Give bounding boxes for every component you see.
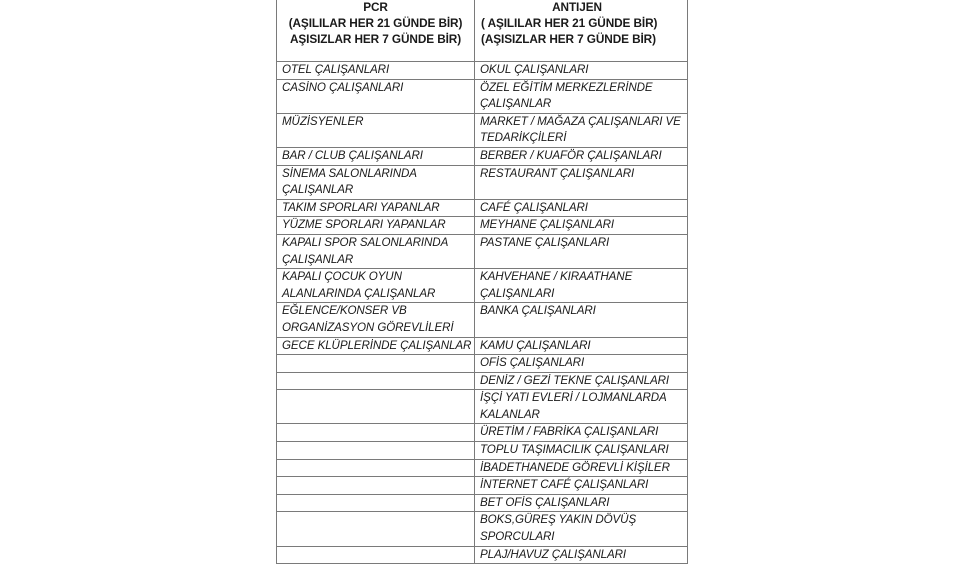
- antijen-cell-text: ÖZEL EĞİTİM MERKEZLERİNDE: [480, 80, 653, 94]
- table-row: [277, 424, 688, 442]
- table-row: [277, 234, 688, 268]
- pcr-cell: [277, 372, 475, 390]
- antijen-cell-text: PASTANE ÇALIŞANLARI: [480, 235, 610, 249]
- pcr-cell: [277, 442, 475, 460]
- pcr-cell-text: KAPALI ÇOCUK OYUN: [282, 270, 402, 284]
- antijen-cell: [475, 512, 688, 546]
- table-row: [277, 459, 688, 477]
- antijen-cell-text: İŞÇİ YATI EVLERİ / LOJMANLARDA: [480, 391, 667, 405]
- antijen-cell-text: PLAJ/HAVUZ ÇALIŞANLARI: [480, 547, 626, 561]
- table-row: [277, 372, 688, 390]
- pcr-cell-text: ÇALIŞANLAR: [282, 252, 354, 266]
- antijen-cell: [475, 199, 688, 217]
- table-row: [277, 390, 688, 424]
- table-row: [277, 442, 688, 460]
- pcr-cell-text: TAKIM SPORLARI YAPANLAR: [282, 200, 440, 214]
- antijen-cell-text: ÇALIŞANLARI: [480, 286, 555, 300]
- pcr-cell-text: SİNEMA SALONLARINDA: [282, 166, 417, 180]
- table-row: [277, 199, 688, 217]
- antijen-cell-text: MEYHANE ÇALIŞANLARI: [480, 218, 615, 232]
- table-row: [277, 217, 688, 235]
- header-row: [277, 0, 688, 62]
- table-row: [277, 494, 688, 512]
- table-row: [277, 303, 688, 337]
- antijen-cell: [475, 79, 688, 113]
- antijen-cell: [475, 113, 688, 147]
- antijen-cell-text: BET OFİS ÇALIŞANLARI: [480, 495, 610, 509]
- antijen-cell-text: BANKA ÇALIŞANLARI: [480, 304, 596, 318]
- antijen-cell: [475, 165, 688, 199]
- antijen-cell-text: MARKET / MAĞAZA ÇALIŞANLARI VE: [480, 114, 681, 128]
- antijen-cell-text: BOKS,GÜREŞ YAKIN DÖVÜŞ: [480, 513, 637, 527]
- antijen-cell-text: CAFÉ ÇALIŞANLARI: [480, 200, 588, 214]
- pcr-cell: [277, 62, 475, 80]
- pcr-title: PCR: [363, 0, 388, 14]
- pcr-cell-text: ALANLARINDA ÇALIŞANLAR: [282, 286, 436, 300]
- antijen-cell: [475, 494, 688, 512]
- antijen-cell-text: RESTAURANT ÇALIŞANLARI: [480, 166, 635, 180]
- antijen-cell-text: ÇALIŞANLAR: [480, 97, 552, 111]
- pcr-cell-text: ÇALIŞANLAR: [282, 183, 354, 197]
- pcr-cell: [277, 147, 475, 165]
- table-row: [277, 165, 688, 199]
- pcr-subtitle-1: (AŞILILAR HER 21 GÜNDE BİR): [288, 16, 463, 30]
- antijen-cell: [475, 355, 688, 373]
- pcr-cell: [277, 79, 475, 113]
- pcr-cell: [277, 390, 475, 424]
- pcr-cell: [277, 424, 475, 442]
- table-row: [277, 147, 688, 165]
- antijen-cell-text: SPORCULARI: [480, 530, 555, 544]
- antijen-cell: [475, 390, 688, 424]
- pcr-cell: [277, 199, 475, 217]
- antijen-cell-text: TOPLU TAŞIMACILIK ÇALIŞANLARI: [480, 443, 669, 457]
- antijen-cell-text: TEDARİKÇİLERİ: [480, 131, 567, 145]
- pcr-cell: [277, 477, 475, 495]
- antijen-title: ANTIJEN: [552, 0, 602, 14]
- pcr-cell: [277, 512, 475, 546]
- antijen-cell: [475, 372, 688, 390]
- table-row: [277, 113, 688, 147]
- antijen-cell-text: İNTERNET CAFÉ ÇALIŞANLARI: [480, 478, 649, 492]
- antijen-cell: [475, 442, 688, 460]
- pcr-cell-text: EĞLENCE/KONSER VB: [282, 304, 407, 318]
- pcr-cell-text: MÜZİSYENLER: [282, 114, 364, 128]
- antijen-cell: [475, 424, 688, 442]
- pcr-subtitle-2: AŞISIZLAR HER 7 GÜNDE BİR): [289, 32, 462, 46]
- pcr-header: [277, 0, 475, 62]
- antijen-cell-text: OFİS ÇALIŞANLARI: [480, 356, 585, 370]
- pcr-cell-text: GECE KLÜPLERİNDE ÇALIŞANLAR: [282, 338, 472, 352]
- antijen-cell-text: BERBER / KUAFÖR ÇALIŞANLARI: [480, 148, 662, 162]
- antijen-cell: [475, 303, 688, 337]
- antijen-subtitle-1: ( AŞILILAR HER 21 GÜNDE BİR): [481, 16, 658, 30]
- pcr-cell: [277, 165, 475, 199]
- pcr-cell-text: ORGANİZASYON GÖREVLİLERİ: [282, 320, 454, 334]
- antijen-cell-text: DENİZ / GEZİ TEKNE ÇALIŞANLARI: [480, 373, 669, 387]
- antijen-cell: [475, 62, 688, 80]
- antijen-cell: [475, 337, 688, 355]
- table-row: [277, 546, 688, 564]
- table-row: [277, 512, 688, 546]
- antijen-cell: [475, 217, 688, 235]
- pcr-cell: [277, 459, 475, 477]
- pcr-cell: [277, 303, 475, 337]
- pcr-cell-text: KAPALI SPOR SALONLARINDA: [282, 235, 449, 249]
- antijen-header: [475, 0, 688, 62]
- antijen-cell: [475, 546, 688, 564]
- pcr-cell-text: BAR / CLUB ÇALIŞANLARI: [282, 148, 423, 162]
- antijen-cell: [475, 477, 688, 495]
- antijen-cell-text: KALANLAR: [480, 407, 540, 421]
- pcr-cell: [277, 337, 475, 355]
- antijen-cell: [475, 459, 688, 477]
- antijen-cell-text: KAMU ÇALIŞANLARI: [480, 338, 591, 352]
- table-row: [277, 62, 688, 80]
- pcr-cell: [277, 269, 475, 303]
- table-row: [277, 355, 688, 373]
- antijen-subtitle-2: (AŞISIZLAR HER 7 GÜNDE BİR): [481, 32, 656, 46]
- antijen-cell-text: OKUL ÇALIŞANLARI: [480, 63, 589, 76]
- pcr-cell-text: YÜZME SPORLARI YAPANLAR: [282, 218, 446, 232]
- antijen-cell-text: İBADETHANEDE GÖREVLİ KİŞİLER: [480, 460, 670, 474]
- pcr-cell: [277, 355, 475, 373]
- pcr-cell: [277, 217, 475, 235]
- antijen-cell: [475, 269, 688, 303]
- pcr-cell: [277, 494, 475, 512]
- antijen-cell: [475, 234, 688, 268]
- antijen-cell-text: KAHVEHANE / KIRAATHANE: [480, 270, 633, 284]
- table-row: [277, 337, 688, 355]
- table-row: [277, 79, 688, 113]
- pcr-cell-text: CASİNO ÇALIŞANLARI: [282, 80, 404, 94]
- pcr-cell: [277, 113, 475, 147]
- pcr-cell: [277, 234, 475, 268]
- table-row: [277, 477, 688, 495]
- antijen-cell: [475, 147, 688, 165]
- table-row: [277, 269, 688, 303]
- testing-groups-table: [276, 0, 688, 564]
- pcr-cell-text: OTEL ÇALIŞANLARI: [282, 63, 390, 76]
- antijen-cell-text: ÜRETİM / FABRİKA ÇALIŞANLARI: [480, 425, 659, 439]
- pcr-cell: [277, 546, 475, 564]
